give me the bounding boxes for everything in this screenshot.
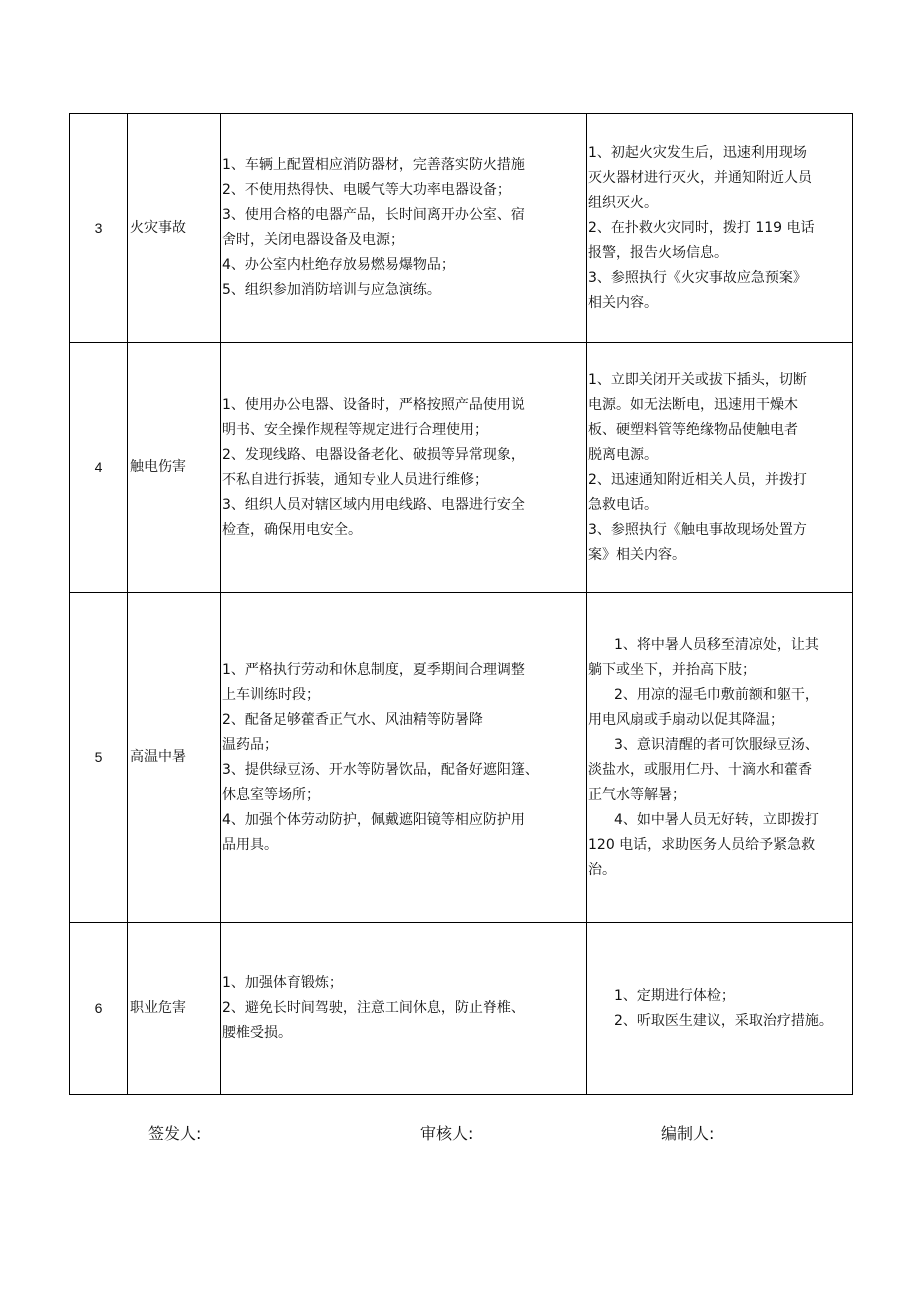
measure-line: 5、组织参加消防培训与应急演练。 [222,282,441,298]
response-line: 报警，报告火场信息。 [588,244,728,261]
row-number: 3 [70,114,128,343]
row-number: 5 [70,593,128,923]
measure-line: 2、避免长时间驾驶，注意工间休息，防止脊椎、 [222,1000,525,1016]
response-line: 1、立即关闭开关或拔下插头，切断 [588,371,807,388]
measure-line: 2、配备足够藿香正气水、风油精等防暑降 [222,711,483,728]
response-line: 120 电话，求助医务人员给予紧急救 [588,836,816,853]
measure-line: 4、办公室内杜绝存放易燃易爆物品； [222,257,455,273]
response-line: 3、参照执行《火灾事故应急预案》 [588,269,807,286]
response-line: 2、在扑救火灾同时，拨打 119 电话 [588,219,815,236]
prevention-measures [221,593,587,923]
measure-line: 检查，确保用电安全。 [222,521,362,538]
measure-line: 明书、安全操作规程等规定进行合理使用； [222,421,488,438]
measure-line: 不私自进行拆装，通知专业人员进行维修； [222,471,488,488]
response-line: 电源。如无法断电，迅速用干燥木 [588,396,798,413]
compiler-label: 编制人: [661,1124,715,1143]
response-line: 淡盐水，或服用仁丹、十滴水和藿香 [588,761,812,778]
measure-line: 上车训练时段； [222,686,320,703]
row-number: 4 [70,343,128,593]
response-line: 1、初起火灾发生后，迅速利用现场 [588,144,807,161]
measure-line: 3、使用合格的电器产品，长时间离开办公室、宿 [222,207,525,223]
table-row [70,343,853,593]
response-line: 躺下或坐下，并抬高下肢； [588,661,756,678]
response-line: 相关内容。 [588,294,658,311]
hazard-table [69,113,853,1095]
response-line: 脱离电源。 [588,446,658,463]
response-line: 治。 [588,861,616,878]
response-line: 2、用凉的湿毛巾敷前额和躯干， [614,686,819,703]
response-line: 4、如中暑人员无好转，立即拨打 [614,811,819,828]
prevention-measures [221,923,587,1095]
response-line: 3、参照执行《触电事故现场处置方 [588,521,807,538]
emergency-response [587,343,853,593]
measure-line: 1、加强体育锻炼； [222,975,343,991]
reviewer-label: 审核人: [420,1124,474,1143]
measure-line: 1、车辆上配置相应消防器材，完善落实防火措施 [222,157,525,173]
prevention-measures [221,343,587,593]
measure-line: 舍时，关闭电器设备及电源； [222,232,404,248]
row-number: 6 [70,923,128,1095]
response-line: 板、硬塑料管等绝缘物品使触电者 [588,421,798,438]
response-line: 正气水等解暑； [588,786,686,803]
response-line: 急救电话。 [588,496,658,513]
measure-line: 腰椎受损。 [222,1025,292,1041]
response-line: 案》相关内容。 [588,546,686,563]
signer-label: 签发人: [148,1124,202,1143]
response-line: 1、定期进行体检； [614,987,735,1004]
emergency-response [587,114,853,343]
hazard-name: 职业危害 [128,923,221,1095]
table-row [70,923,853,1095]
response-line: 灭火器材进行灭火，并通知附近人员 [588,169,812,186]
table-row [70,114,853,343]
measure-line: 3、提供绿豆汤、开水等防暑饮品，配备好遮阳篷、 [222,761,539,778]
measure-line: 4、加强个体劳动防护，佩戴遮阳镜等相应防护用 [222,811,525,828]
measure-line: 品用具。 [222,836,278,853]
response-line: 3、意识清醒的者可饮服绿豆汤、 [614,736,819,753]
measure-line: 3、组织人员对辖区域内用电线路、电器进行安全 [222,496,525,513]
hazard-name: 触电伤害 [128,343,221,593]
emergency-response [587,923,853,1095]
prevention-measures [221,114,587,343]
response-line: 用电风扇或手扇动以促其降温； [588,711,784,728]
hazard-name: 高温中暑 [128,593,221,923]
measure-line: 1、严格执行劳动和休息制度，夏季期间合理调整 [222,661,525,678]
response-line: 组织灭火。 [588,194,658,211]
measure-line: 休息室等场所； [222,786,320,803]
table-row [70,593,853,923]
measure-line: 2、发现线路、电器设备老化、破损等异常现象， [222,446,525,463]
measure-line: 1、使用办公电器、设备时，严格按照产品使用说 [222,396,525,413]
response-line: 2、听取医生建议，采取治疗措施。 [614,1012,833,1029]
emergency-response [587,593,853,923]
measure-line: 2、不使用热得快、电暖气等大功率电器设备； [222,182,511,198]
response-line: 1、将中暑人员移至清凉处，让其 [614,636,819,653]
hazard-name: 火灾事故 [128,114,221,343]
measure-line: 温药品； [222,736,278,753]
response-line: 2、迅速通知附近相关人员，并拨打 [588,471,807,488]
